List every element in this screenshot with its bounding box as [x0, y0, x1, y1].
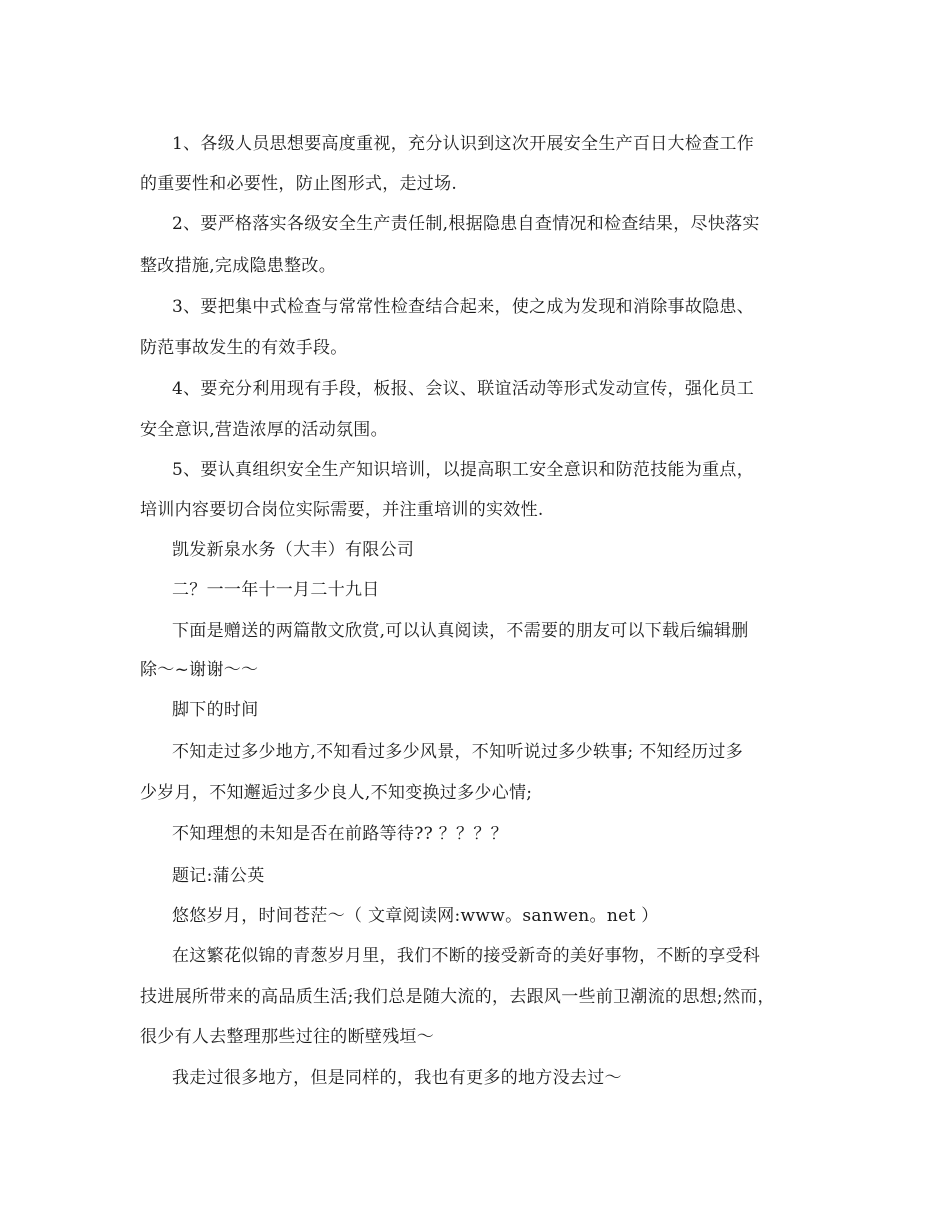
essay-epigraph: 题记:蒲公英: [172, 866, 265, 886]
paragraph-1-line-1: 1、各级人员思想要高度重视，充分认识到这次开展安全生产百日大检查工作: [172, 134, 755, 154]
essay-paragraph-5: 我走过很多地方，但是同样的，我也有更多的地方没去过～: [172, 1068, 622, 1088]
paragraph-4-line-2: 安全意识,营造浓厚的活动氛围。: [140, 420, 388, 440]
paragraph-2-line-2: 整改措施,完成隐患整改。: [140, 256, 337, 276]
essay-paragraph-2: 不知理想的未知是否在前路等待?? ？？？？: [172, 824, 508, 844]
essay-paragraph-4-line-3: 很少有人去整理那些过往的断壁残垣～: [140, 1027, 435, 1047]
paragraph-5-line-1: 5、要认真组织安全生产知识培训，以提高职工安全意识和防范技能为重点，: [172, 460, 755, 480]
document-date: 二？一一年十一月二十九日: [172, 580, 380, 600]
paragraph-4-line-1: 4、要充分利用现有手段，板报、会议、联谊活动等形式发动宣传，强化员工: [172, 379, 755, 399]
paragraph-1-line-2: 的重要性和必要性，防止图形式，走过场.: [140, 174, 458, 194]
paragraph-3-line-1: 3、要把集中式检查与常常性检查结合起来，使之成为发现和消除事故隐患、: [172, 297, 755, 317]
company-name: 凯发新泉水务（大丰）有限公司: [172, 540, 415, 560]
paragraph-3-line-2: 防范事故发生的有效手段。: [140, 338, 348, 358]
gift-note-line-2: 除～~谢谢～～: [140, 660, 259, 680]
essay-paragraph-4-line-2: 技进展所带来的高品质生活;我们总是随大流的，去跟风一些前卫潮流的思想;然而，: [140, 987, 775, 1007]
essay-title: 脚下的时间: [172, 700, 259, 720]
paragraph-2-line-1: 2、要严格落实各级安全生产责任制,根据隐患自查情况和检查结果，尽快落实: [172, 214, 760, 234]
essay-paragraph-1-line-1: 不知走过多少地方,不知看过多少风景，不知听说过多少轶事; 不知经历过多: [172, 742, 744, 762]
paragraph-5-line-2: 培训内容要切合岗位实际需要，并注重培训的实效性.: [140, 500, 544, 520]
essay-paragraph-1-line-2: 少岁月，不知邂逅过多少良人,不知变换过多少心情;: [140, 783, 533, 803]
essay-paragraph-4-line-1: 在这繁花似锦的青葱岁月里，我们不断的接受新奇的美好事物，不断的享受科: [172, 946, 761, 966]
gift-note-line-1: 下面是赠送的两篇散文欣赏,可以认真阅读，不需要的朋友可以下载后编辑删: [172, 621, 749, 641]
essay-paragraph-3: 悠悠岁月，时间苍茫～（ 文章阅读网:www。sanwen。net ）: [172, 906, 659, 926]
